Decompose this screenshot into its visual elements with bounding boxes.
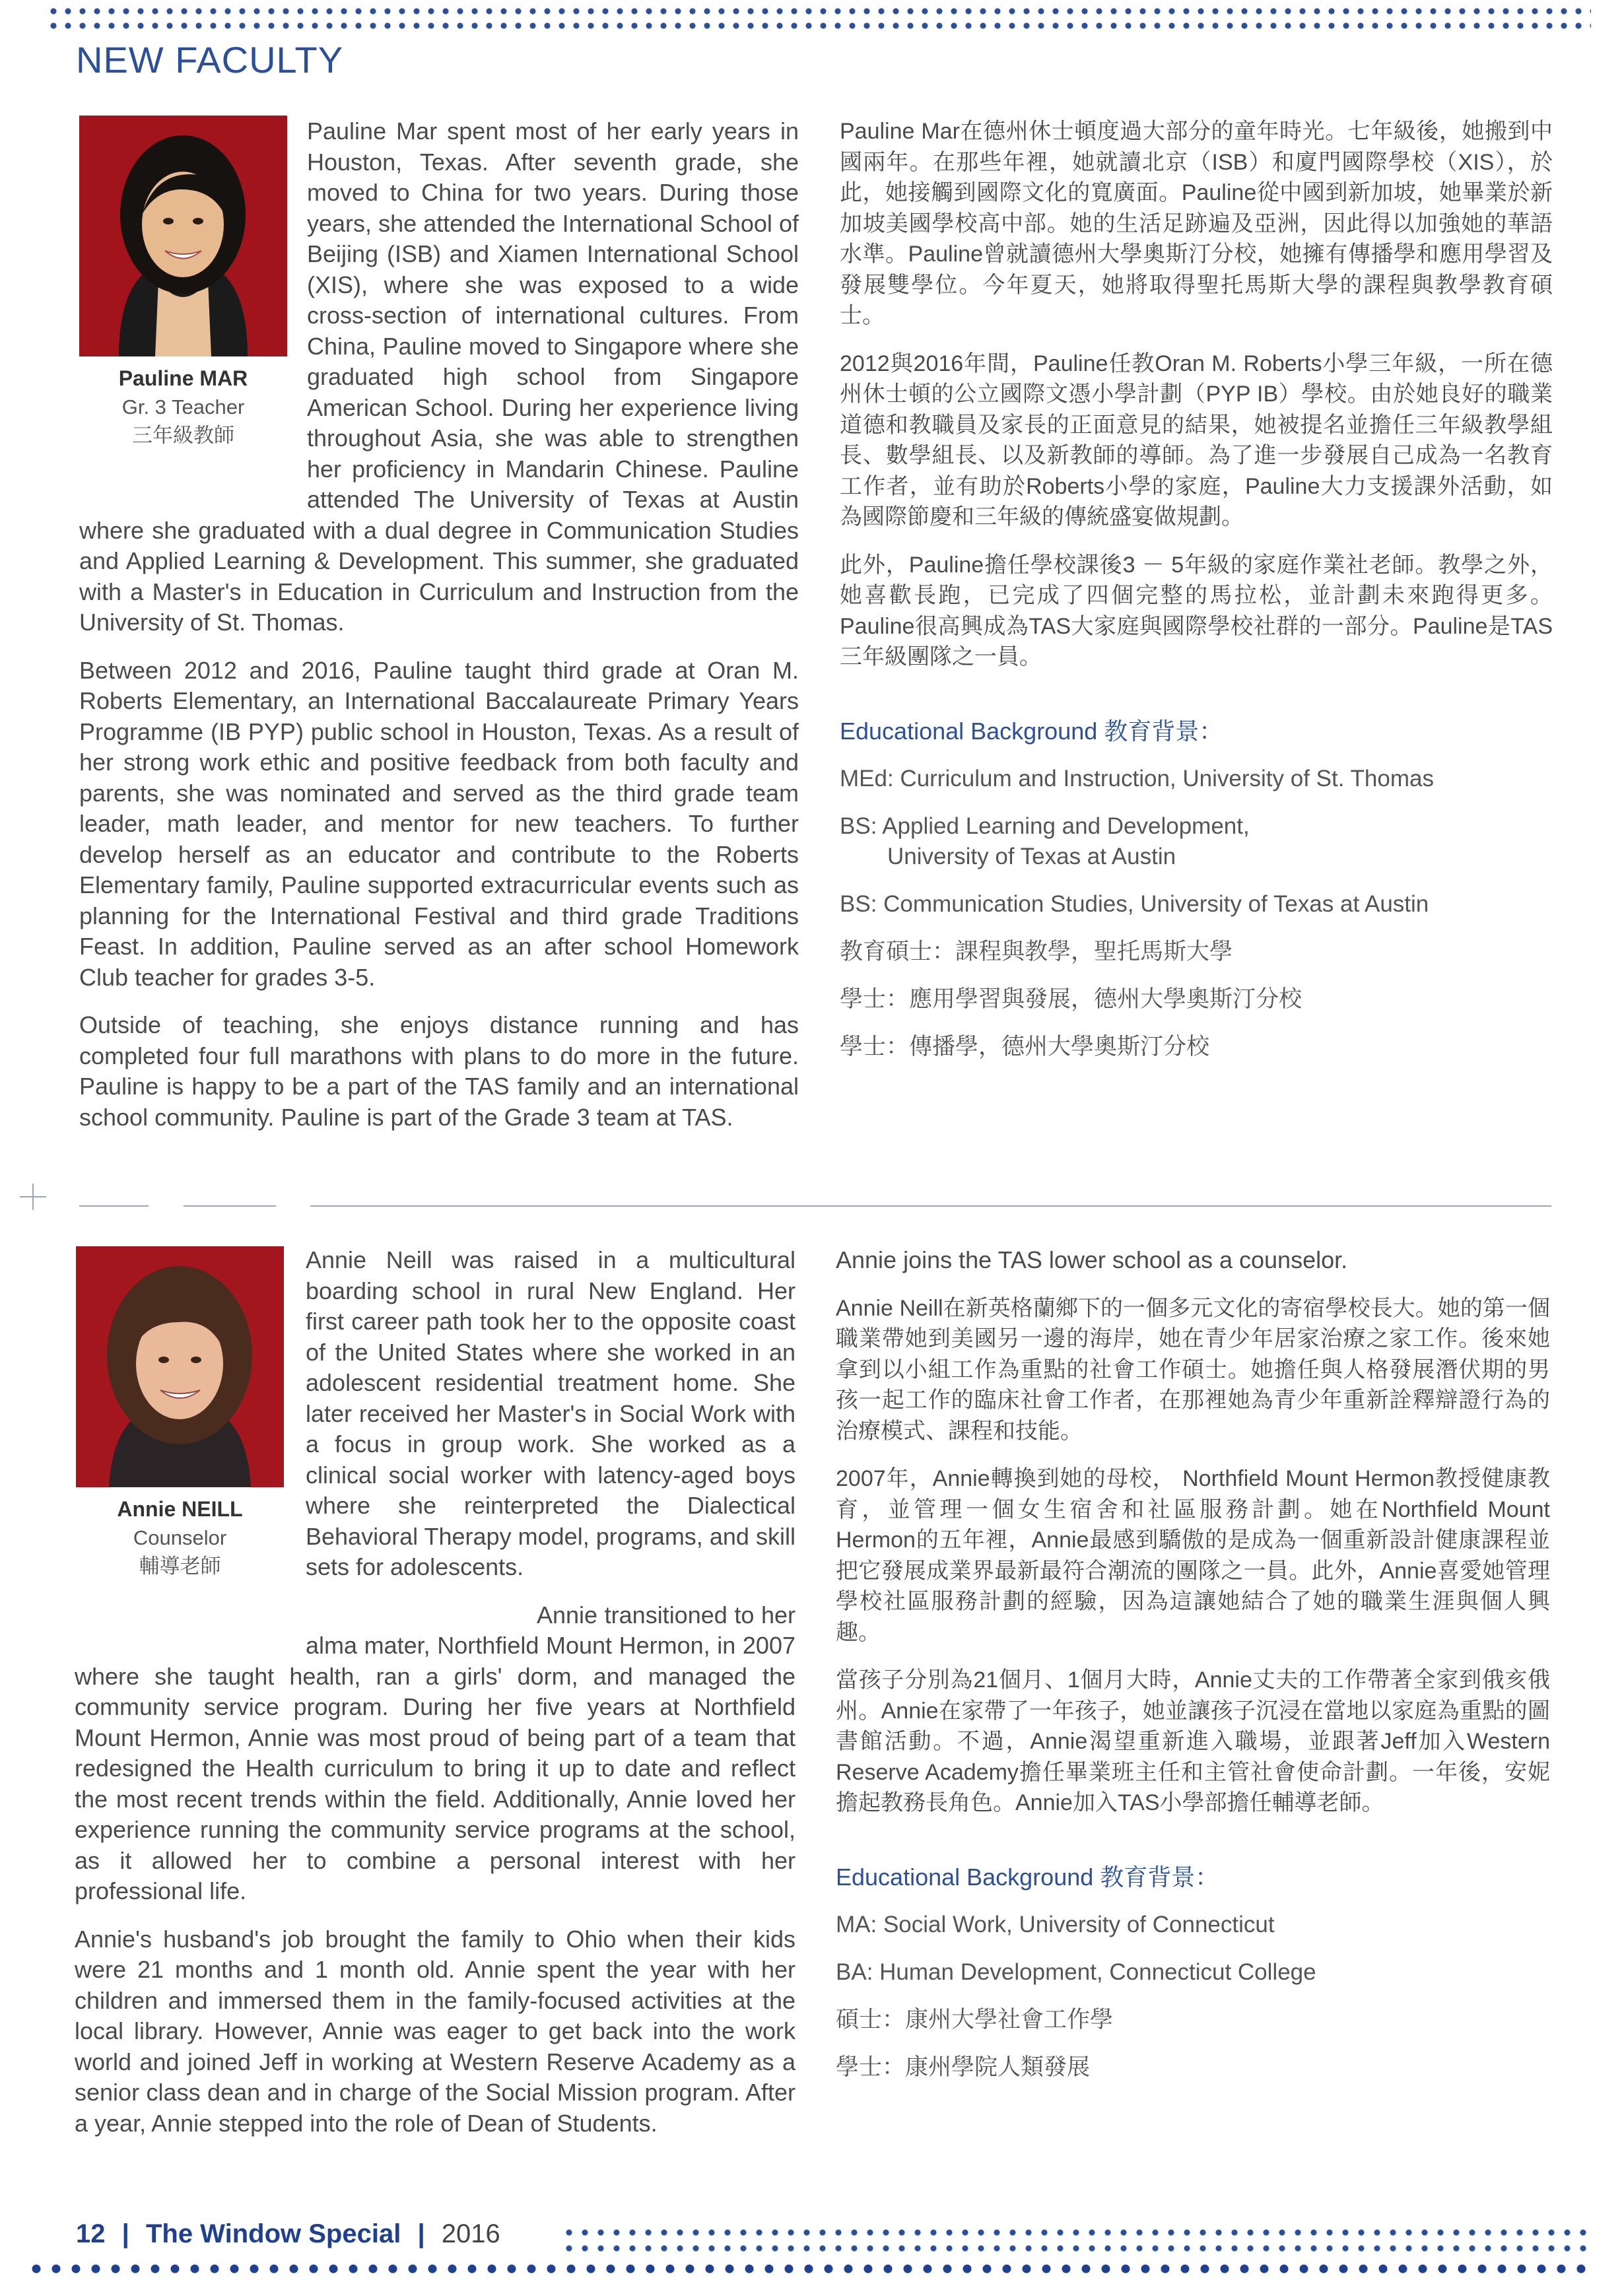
bottom-dot-border (26, 2259, 1591, 2279)
annie-name: Annie NEILL (117, 1497, 243, 1521)
footer-separator: | (417, 2219, 425, 2248)
annie-bio-en (75, 1245, 795, 2156)
annie-bio-zh (836, 1245, 1550, 2100)
pauline-role-zh: 三年級教師 (132, 424, 234, 447)
pauline-edu-2b: University of Texas at Austin (887, 844, 1176, 869)
annie-edu-4: 學士：康州學院人類發展 (836, 2054, 1091, 2080)
pauline-bio-zh-p1: Pauline Mar在德州休士頓度過大部分的童年時光。七年級後，她搬到中國兩年。在那些年裡，她就讀北京（ISB）和廈門國際學校（XIS），於此，她接觸到國際文化的寬廣面。Pauline從中國到新加坡，她畢業於新加坡美國學校高中部。她的生活足跡遍及亞洲，因此得以加強她的華語水準。Pauline曾就讀德州大學奧斯汀分校，她擁有傳播學和應用學習及發展雙學位。今年夏天，她將取得聖托馬斯大學的課程與教學教育碩士。 (840, 119, 1553, 328)
pauline-bio-zh-p3: 此外，Pauline擔任學校課後3 － 5年級的家庭作業社老師。教學之外，她喜歡長跑，已完成了四個完整的馬拉松，並計劃未來跑得更多。Pauline很高興成為TAS大家庭與國際學校社群的一部分。Pauline是TAS三年級團隊之一員。 (840, 552, 1553, 669)
divider-short-1 (79, 1205, 149, 1207)
pauline-edu-2 (840, 811, 1553, 872)
annie-edu-2: BA: Human Development, Connecticut College (836, 1959, 1316, 1985)
pauline-bio-zh-p2: 2012與2016年間，Pauline任教Oran M. Roberts小學三年級，一所在德州休士頓的公立國際文憑小學計劃（PYP IB）學校。由於她良好的職業道德和教職員及家長的正面意見的結果，她被提名並擔任三年級教學組長、數學組長、以及新教師的導師。為了進一步發展自己成為一名教育工作者，並有助於Roberts小學的家庭，Pauline大力支援課外活動，如為國際節慶和三年級的傳統盛宴做規劃。 (840, 351, 1553, 529)
annie-edu-1: MA: Social Work, University of Connecticut (836, 1912, 1275, 1937)
pauline-edu-5: 學士：應用學習與發展，德州大學奧斯汀分校 (840, 986, 1303, 1012)
divider-long (310, 1205, 1551, 1207)
crop-mark-v (32, 1184, 34, 1210)
photo-wrap-spacer (79, 116, 307, 496)
footer-separator: | (121, 2219, 129, 2248)
bottom-dot-pattern (561, 2225, 1591, 2258)
annie-edu-heading: Educational Background 教育背景： (836, 1863, 1219, 1891)
pauline-role-en: Gr. 3 Teacher (121, 395, 245, 419)
pauline-edu-3: BS: Communication Studies, University of Texas at Austin (840, 891, 1429, 917)
annie-role-en: Counselor (133, 1526, 227, 1549)
annie-bio-zh-p1: Annie Neill在新英格蘭鄉下的一個多元文化的寄宿學校長大。她的第一個職業帶她到美國另一邊的海岸，她在青少年居家治療之家工作。後來她拿到以小組工作為重點的社會工作碩士。她擔任與人格發展潛伏期的男孩一起工作的臨床社會工作者，在那裡她為青少年重新詮釋辯證行為的治療模式、課程和技能。 (836, 1295, 1550, 1444)
annie-bio-zh-p2: 2007年，Annie轉換到她的母校， Northfield Mount Hermon教授健康教育，並管理一個女生宿舍和社區服務計劃。她在Northfield Mount Hermon的五年裡，Annie最感到驕傲的是成為一個重新設計健康課程並把它發展成業界最新最符合潮流的團隊之一員。此外，Annie喜愛她管理學校社區服務計劃的經驗，因為這讓她結合了她的職業生涯與個人興趣。 (836, 1466, 1550, 1645)
section-title: NEW FACULTY (76, 39, 344, 81)
annie-bio-en-p2: Annie transitioned to her alma mater, Northfield Mount Hermon, in 2007 where she taught health, ran a girls' dorm, and managed the community service program. During her five years at Northfield Mount Hermon, Annie was most proud of being part of a team that redesigned the Health curriculum to bring it up to date and reflect the most recent trends within the field. Additionally, Annie loved her experience running the community service programs at the school, as it allowed her to combine a personal interest with her professional life. (75, 1601, 795, 1904)
annie-bio-zh-p3: 當孩子分別為21個月、1個月大時，Annie丈夫的工作帶著全家到俄亥俄州。Annie在家帶了一年孩子，她並讓孩子沉浸在當地以家庭為重點的圖書館活動。不過，Annie渴望重新進入職場，並跟著Jeff加入Western Reserve Academy擔任畢業班主任和主管社會使命計劃。一年後，安妮擔起教務長角色。Annie加入TAS小學部擔任輔導老師。 (836, 1667, 1550, 1815)
publication-year: 2016 (441, 2219, 500, 2248)
pauline-edu-6: 學士：傳播學，德州大學奧斯汀分校 (840, 1034, 1210, 1059)
page-number: 12 (76, 2219, 106, 2248)
pauline-edu-1: MEd: Curriculum and Instruction, University of St. Thomas (840, 766, 1434, 791)
photo-wrap-spacer (75, 1245, 306, 1654)
annie-bio-zh-intro: Annie joins the TAS lower school as a counselor. (836, 1246, 1348, 1273)
pauline-bio-en (79, 116, 799, 1150)
pauline-bio-en-p2: Between 2012 and 2016, Pauline taught third grade at Oran M. Roberts Elementary, an International Baccalaureate Primary Years Programme (IB PYP) public school in Houston, Texas. As a result of her strong work ethic and positive feedback from both faculty and parents, she was nominated and served as the third grade team leader, math leader, and mentor for new teachers. To further develop herself as an educator and contribute to the Roberts Elementary family, Pauline supported extracurricular events such as planning for the International Festival and third grade Traditions Feast. In addition, Pauline served as an after school Homework Club teacher for grades 3-5. (79, 656, 799, 991)
annie-bio-en-p1: Annie Neill was raised in a multicultural boarding school in rural New England. Her first career path took her to the opposite coast of the United States where she worked in an adolescent residential treatment home. She later received her Master's in Social Work with a focus in group work. She worked as a clinical social worker with latency-aged boys where she reinterpreted the Dialectical Behavioral Therapy model, programs, and skill sets for adolescents. (306, 1246, 795, 1580)
pauline-bio-en-p1: Pauline Mar spent most of her early years in Houston, Texas. After seventh grade, she moved to China for two years. During those years, she attended the International School of Beijing (ISB) and Xiamen International School (XIS), where she was exposed to a wide cross-section of international cultures. From China, Pauline moved to Singapore where she graduated high school from Singapore American School. During her experience living throughout Asia, she was able to strengthen her proficiency in Mandarin Chinese. Pauline attended The University of Texas at Austin where she graduated with a dual degree in Communication Studies and Applied Learning & Development. This summer, she graduated with a Master's in Education in Curriculum and Instruction from the University of St. Thomas. (79, 118, 799, 636)
pauline-edu-heading: Educational Background 教育背景： (840, 717, 1223, 745)
publication-title: The Window Special (145, 2219, 401, 2248)
divider-short-2 (184, 1205, 276, 1207)
annie-edu-3: 碩士：康州大學社會工作學 (836, 2007, 1114, 2032)
pauline-edu-2a: BS: Applied Learning and Development, (840, 813, 1250, 839)
annie-bio-en-p3: Annie's husband's job brought the family to Ohio when their kids were 21 months and 1 month old. Annie spent the year with her children and immersed them in the family-focused activities at the local library. However, Annie was eager to get back into the work world and joined Jeff in working at Western Reserve Academy as a senior class dean and in charge of the Social Mission program. After a year, Annie stepped into the role of Dean of Students. (75, 1925, 795, 2137)
page-footer (76, 2219, 500, 2249)
pauline-bio-zh (840, 116, 1553, 1079)
pauline-bio-en-p3: Outside of teaching, she enjoys distance running and has completed four full marathons with plans to do more in the future. Pauline is happy to be a part of the TAS family and an international school community. Pauline is part of the Grade 3 team at TAS. (79, 1011, 799, 1131)
pauline-name: Pauline MAR (118, 366, 248, 390)
pauline-edu-4: 教育碩士：課程與教學，聖托馬斯大學 (840, 939, 1233, 964)
annie-role-zh: 輔導老師 (139, 1555, 221, 1578)
top-dot-border (46, 4, 1591, 33)
